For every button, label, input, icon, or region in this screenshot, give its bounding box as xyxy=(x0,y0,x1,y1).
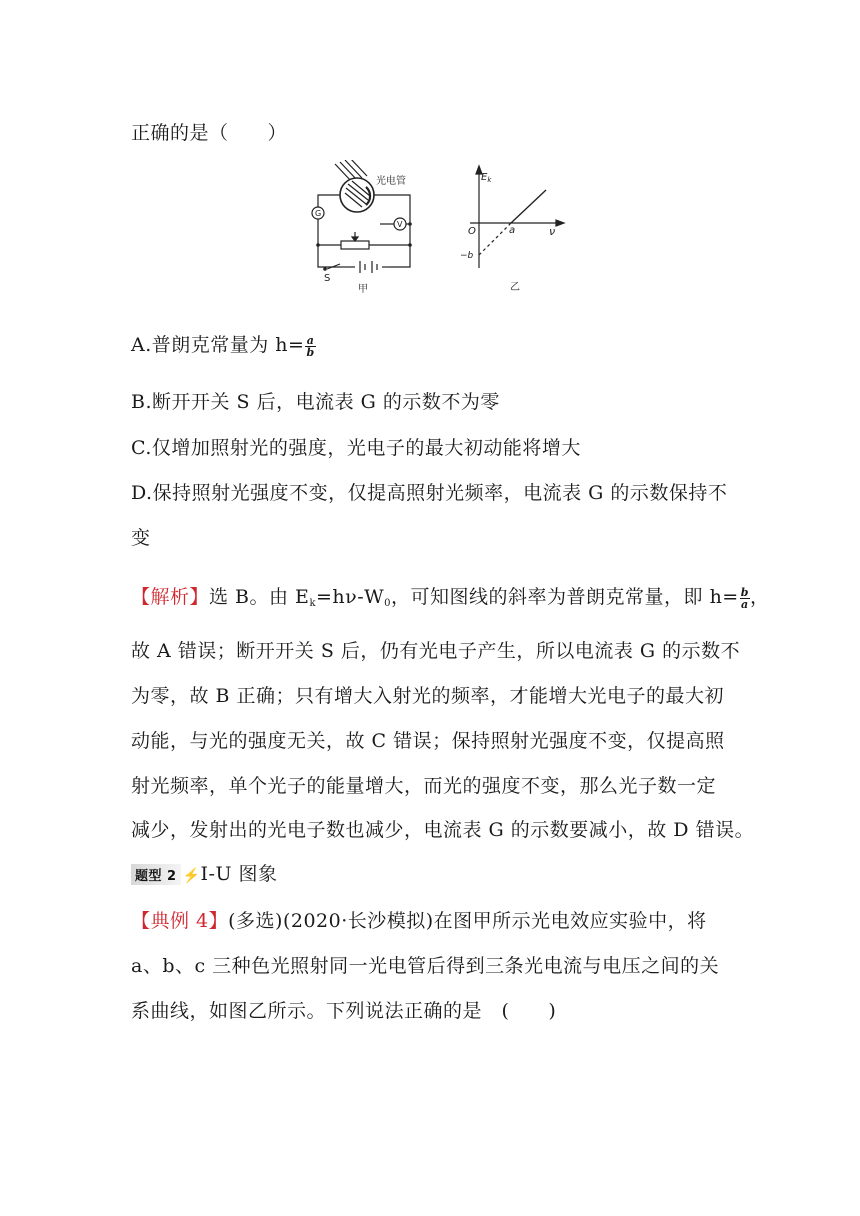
fraction-denominator: b xyxy=(306,345,315,359)
galvanometer-label: G xyxy=(315,209,322,218)
analysis-line2: 故 A 错误；断开开关 S 后，仍有光电子产生，所以电流表 G 的示数不 xyxy=(131,640,741,662)
question-tail: 正确的是（ ） xyxy=(131,122,288,144)
example-line2: a、b、c 三种色光照射同一光电管后得到三条光电流与电压之间的关 xyxy=(131,955,720,977)
type-badge: 题型 2 xyxy=(131,864,181,885)
figure-yi-label: 乙 xyxy=(510,282,520,293)
example-line3: 系曲线，如图乙所示。下列说法正确的是 ( ) xyxy=(131,1000,557,1022)
analysis-line5: 射光频率，单个光子的能量增大，而光的强度不变，那么光子数一定 xyxy=(131,775,717,797)
figure-circuit-and-graph xyxy=(0,160,860,300)
analysis-line4: 动能，与光的强度无关，故 C 错误；保持照射光强度不变，仅提高照 xyxy=(131,730,725,752)
figure-jia-label: 甲 xyxy=(358,284,368,295)
fraction-numerator: a xyxy=(306,333,315,347)
subscript-0: 0 xyxy=(384,598,392,609)
option-b: B.断开开关 S 后，电流表 G 的示数不为零 xyxy=(131,391,500,413)
analysis-line3: 为零，故 B 正确；只有增大入射光的频率，才能增大光电子的最大初 xyxy=(131,685,725,707)
lightning-icon: ⚡ xyxy=(182,868,201,884)
example-tag: 【典例 4】 xyxy=(131,910,229,932)
analysis-text: =hν-W xyxy=(316,586,385,608)
voltmeter-label: V xyxy=(397,220,403,229)
option-d-line1: D.保持照射光强度不变，仅提高照射光频率，电流表 G 的示数保持不 xyxy=(131,482,728,504)
analysis-tag: 【解析】 xyxy=(131,586,210,608)
analysis-text: 选 B。由 E xyxy=(209,586,310,608)
phototube-label: 光电管 xyxy=(376,176,406,187)
analysis-text: ， xyxy=(749,586,770,608)
type-header xyxy=(131,859,278,886)
origin-label: O xyxy=(468,226,476,237)
type-title: I-U 图象 xyxy=(200,863,278,885)
analysis-fraction xyxy=(740,587,750,610)
example-line1 xyxy=(131,906,707,933)
ek-axis-label: $E_k$ xyxy=(481,172,492,184)
analysis-text: ，可知图线的斜率为普朗克常量，即 h= xyxy=(391,586,739,608)
analysis-line6: 减少，发射出的光电子数也减少，电流表 G 的示数要减小，故 D 错误。 xyxy=(131,819,755,841)
fraction-numerator: b xyxy=(740,585,749,599)
option-a xyxy=(131,330,316,358)
intercept-a-label: a xyxy=(509,225,516,236)
option-c: C.仅增加照射光的强度，光电子的最大初动能将增大 xyxy=(131,437,581,459)
subscript-k: k xyxy=(309,598,316,609)
nu-axis-label: ν xyxy=(549,225,556,238)
fraction-denominator: a xyxy=(741,597,749,611)
switch-label: S xyxy=(324,273,331,284)
analysis-line1 xyxy=(131,582,769,610)
option-a-text: A.普朗克常量为 h= xyxy=(131,334,305,356)
example-text: (多选)(2020·长沙模拟)在图甲所示光电效应实验中，将 xyxy=(228,910,707,932)
option-d-line2: 变 xyxy=(131,527,151,549)
option-a-fraction xyxy=(305,335,315,358)
intercept-negb-label: −b xyxy=(460,251,474,261)
